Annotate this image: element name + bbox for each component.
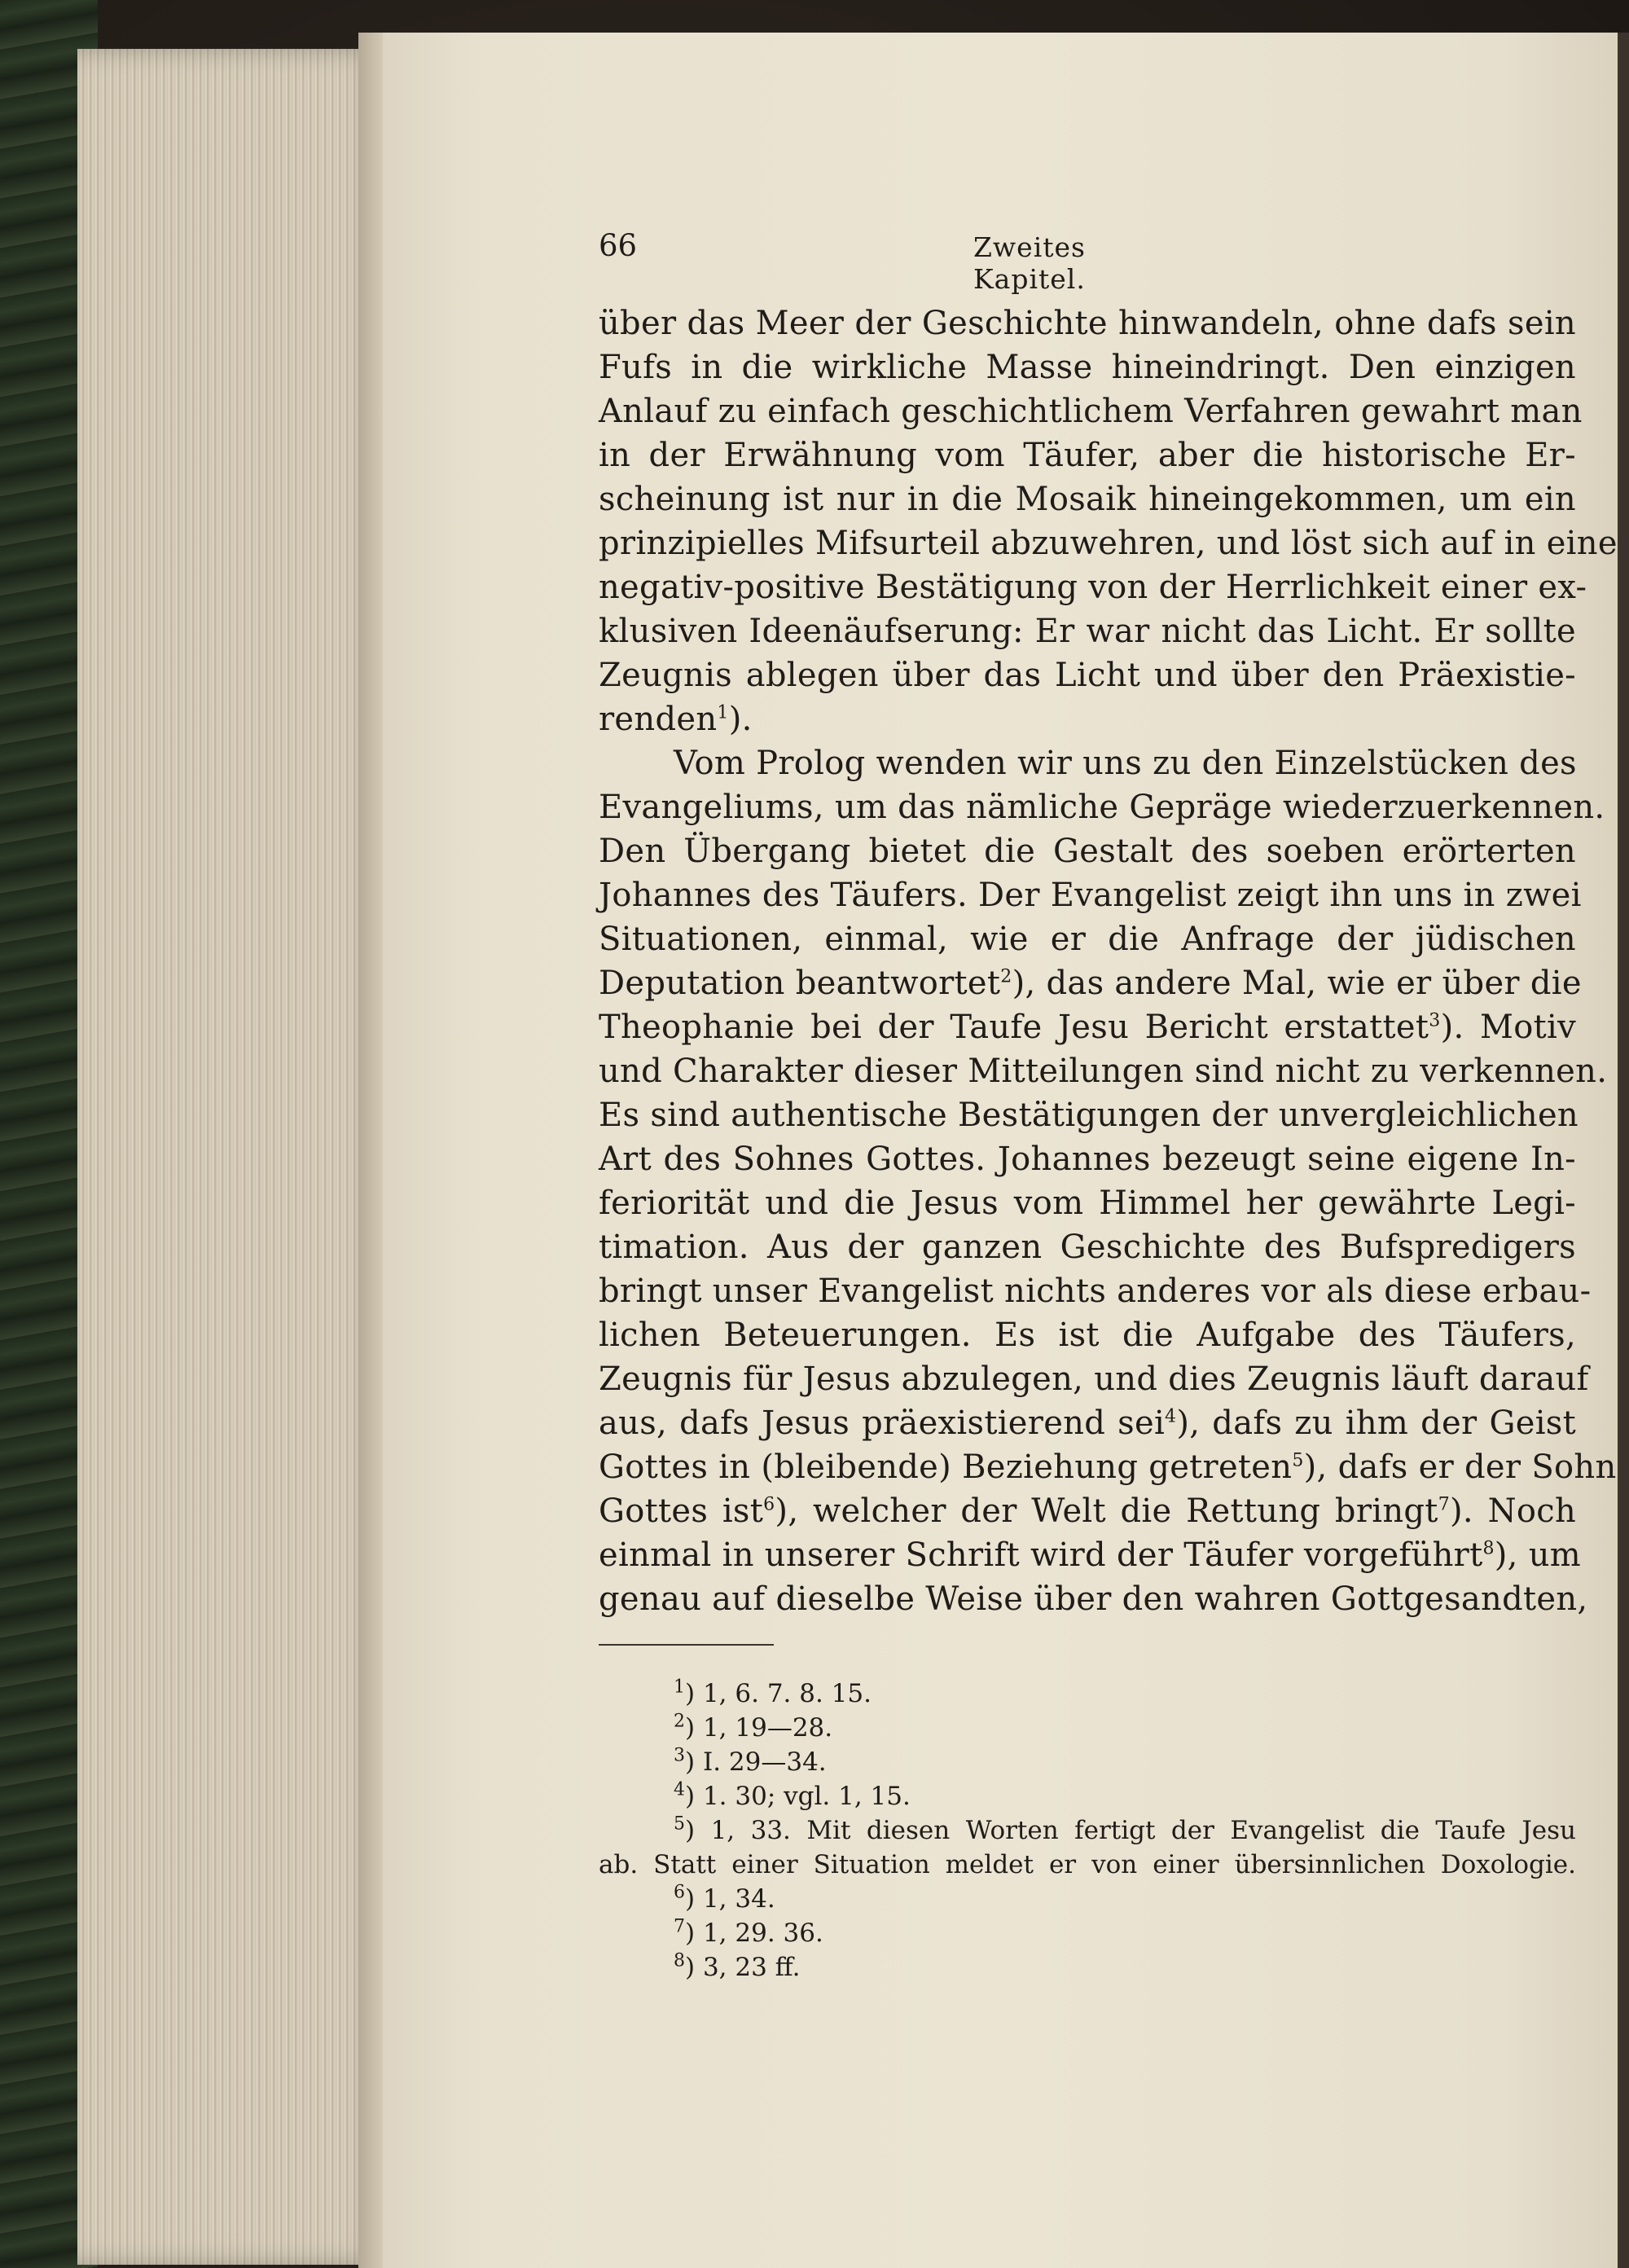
text-line: prinzipielles Mifsurteil abzuwehren, und löst sich auf in eine — [599, 525, 1618, 562]
text-segment: renden — [599, 701, 718, 738]
footnote-text: 1, 19—28. — [702, 1713, 833, 1743]
text-line: lichen Beteuerungen. Es ist die Aufgabe des Täufers, — [599, 1316, 1576, 1354]
text-line: bringt unser Evangelist nichts anderes vor als diese erbau- — [599, 1272, 1592, 1310]
text-segment: Gottes ist — [599, 1492, 764, 1530]
text-line: Zeugnis für Jesus abzulegen, und dies Zeugnis läuft darauf — [599, 1360, 1589, 1398]
text-segment: Deputation beantwortet — [599, 965, 1001, 1002]
body-text — [599, 301, 1618, 1621]
text-segment: dafs er der Sohn — [1337, 1448, 1617, 1486]
text-line: Zeugnis ablegen über das Licht und über den Präexistie- — [599, 657, 1576, 694]
text-line: negativ-positive Bestätigung von der Herrlichkeit einer ex- — [599, 569, 1587, 606]
footnote-ref: 5 — [1292, 1450, 1304, 1471]
footnote: $^5$) 1, 33. Mit diesen Worten fertigt der Evangelist die Taufe Jesu — [674, 1813, 1577, 1845]
footnote-text: 1, 34. — [702, 1884, 775, 1914]
text-line: Theophanie bei der Taufe Jesu Bericht erstattet$^3$). Motiv — [599, 1009, 1576, 1046]
page-number: 66 — [599, 228, 638, 263]
footnote-mark: 3 — [674, 1745, 685, 1766]
footnote-ref: 4 — [1165, 1406, 1177, 1427]
footnote-mark: 7 — [674, 1916, 685, 1937]
text-line: Situationen, einmal, wie er die Anfrage der jüdischen — [599, 921, 1576, 958]
footnote: $^2$) 1, 19—28. — [674, 1711, 833, 1743]
text-line: Deputation beantwortet$^2$), das andere Mal, wie er über die — [599, 965, 1582, 1002]
footnote-text: I. 29—34. — [702, 1747, 827, 1777]
footnote-mark: 4 — [674, 1779, 685, 1800]
text-line: einmal in unserer Schrift wird der Täufer vorgeführt$^8$), um — [599, 1536, 1581, 1574]
footnote-text: 1. 30; vgl. 1, 15. — [702, 1782, 911, 1811]
text-line: Gottes in (bleibende) Beziehung getreten$^5$), dafs er der Sohn — [599, 1448, 1617, 1486]
text-line: Den Übergang bietet die Gestalt des soeben erörterten — [599, 833, 1576, 870]
text-segment: aus, dafs Jesus präexistierend sei — [599, 1404, 1166, 1442]
page-stack-edges — [77, 49, 387, 2265]
text-line: timation. Aus der ganzen Geschichte des Bufspredigers — [599, 1228, 1576, 1266]
text-line: Gottes ist$^6$), welcher der Welt die Rettung bringt$^7$). Noch — [599, 1492, 1577, 1530]
text-line: Es sind authentische Bestätigungen der unvergleichlichen — [599, 1097, 1579, 1134]
text-line: aus, dafs Jesus präexistierend sei$^4$), dafs zu ihm der Geist — [599, 1404, 1576, 1442]
footnote-ref: 2 — [1000, 966, 1012, 987]
text-line: renden$^1$). — [599, 701, 753, 738]
text-segment: welcher der Welt die Rettung bringt — [812, 1492, 1438, 1530]
text-segment: Gottes in (bleibende) Beziehung getreten — [599, 1448, 1293, 1486]
text-line: feriorität und die Jesus vom Himmel her gewährte Legi- — [599, 1185, 1576, 1222]
text-segment: um — [1528, 1536, 1581, 1574]
text-line: Vom Prolog wenden wir uns zu den Einzelstücken des — [674, 745, 1577, 782]
footnote-ref: 8 — [1482, 1538, 1495, 1559]
footnote-continuation: ab. Statt einer Situation meldet er von einer übersinnlichen Doxologie. — [599, 1850, 1576, 1879]
footnote: $^6$) 1, 34. — [674, 1882, 775, 1914]
text-segment: Theophanie bei der Taufe Jesu Bericht erstattet — [599, 1009, 1429, 1046]
text-line: Fufs in die wirkliche Masse hineindringt. Den einzigen — [599, 349, 1576, 386]
footnote-ref: 7 — [1438, 1494, 1450, 1515]
text-segment: dafs zu ihm der Geist — [1212, 1404, 1576, 1442]
footnote-ref: 6 — [763, 1494, 775, 1515]
footnote: $^3$) I. 29—34. — [674, 1745, 827, 1777]
footnote-text: 3, 23 ff. — [702, 1953, 801, 1982]
footnote-text: 1, 33. Mit diesen Worten fertigt der Evangelist die Taufe Jesu — [710, 1816, 1577, 1845]
footnote-mark: 6 — [674, 1882, 685, 1903]
text-line: scheinung ist nur in die Mosaik hineingekommen, um ein — [599, 481, 1576, 518]
footnote-text: 1, 6. 7. 8. 15. — [702, 1679, 872, 1708]
footnote: $^1$) 1, 6. 7. 8. 15. — [674, 1677, 872, 1708]
footnote-mark: 5 — [674, 1813, 685, 1835]
text-line: Evangeliums, um das nämliche Gepräge wiederzuerkennen. — [599, 789, 1605, 826]
text-line: in der Erwähnung vom Täufer, aber die historische Er- — [599, 437, 1576, 474]
text-segment: Noch — [1487, 1492, 1577, 1530]
footnote: $^4$) 1. 30; vgl. 1, 15. — [674, 1779, 911, 1811]
footnote-ref: 1 — [717, 702, 729, 723]
text-line: klusiven Ideenäufserung: Er war nicht das Licht. Er sollte — [599, 613, 1576, 650]
running-head — [599, 228, 1201, 295]
footnote-mark: 1 — [674, 1677, 685, 1698]
text-line: Johannes des Täufers. Der Evangelist zeigt ihn uns in zwei — [599, 877, 1582, 914]
text-segment: einmal in unserer Schrift wird der Täufer vorgeführt — [599, 1536, 1483, 1574]
footnote-mark: 8 — [674, 1950, 685, 1971]
text-line: über das Meer der Geschichte hinwandeln, ohne dafs sein — [599, 305, 1576, 342]
chapter-title: Zweites Kapitel. — [973, 231, 1086, 295]
footnotes — [599, 1677, 1576, 1984]
page-right-edge — [1618, 33, 1629, 2268]
text-line: Anlauf zu einfach geschichtlichem Verfahren gewahrt man — [599, 393, 1583, 430]
footnote-text: 1, 29. 36. — [702, 1919, 823, 1948]
footnote: $^8$) 3, 23 ff. — [674, 1950, 801, 1982]
text-segment: Motiv — [1479, 1009, 1576, 1046]
text-line: und Charakter dieser Mitteilungen sind nicht zu verkennen. — [599, 1053, 1608, 1090]
footnote: $^7$) 1, 29. 36. — [674, 1916, 823, 1948]
footnote-mark: 2 — [674, 1711, 685, 1732]
footnote-rule — [599, 1644, 774, 1646]
footnote-ref: 3 — [1429, 1010, 1441, 1031]
text-line: genau auf dieselbe Weise über den wahren Gottgesandten, — [599, 1580, 1588, 1618]
text-line: Art des Sohnes Gottes. Johannes bezeugt seine eigene In- — [599, 1141, 1576, 1178]
text-segment: das andere Mal, wie er über die — [1046, 965, 1582, 1002]
